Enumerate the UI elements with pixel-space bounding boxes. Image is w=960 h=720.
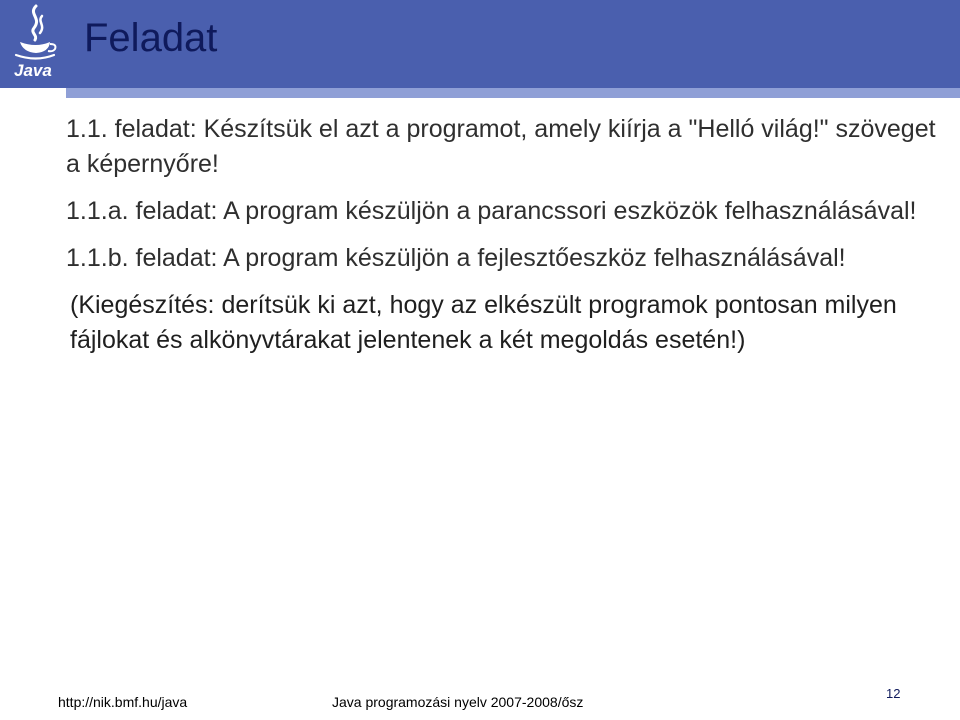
slide-body xyxy=(66,112,946,370)
header-bar xyxy=(0,0,960,88)
footer-course-title: Java programozási nyelv 2007-2008/ősz xyxy=(332,694,584,710)
header-underline xyxy=(66,88,960,98)
task-paragraph-1a: 1.1.a. feladat: A program készüljön a parancssori eszközök felhasználásával! xyxy=(66,197,917,225)
supplement-paragraph: (Kiegészítés: derítsük ki azt, hogy az elkészült programok pontosan milyen fájlokat és alkönyvtárakat jelentenek a két megoldás esetén!) xyxy=(70,291,897,354)
footer xyxy=(0,686,960,720)
footer-url-link[interactable]: http://nik.bmf.hu/java xyxy=(58,694,188,710)
task-paragraph-1: 1.1. feladat: Készítsük el azt a programot, amely kiírja a "Helló világ!" szöveget a képernyőre! xyxy=(66,115,936,178)
page-number: 12 xyxy=(886,686,901,701)
slide-title: Feladat xyxy=(84,16,218,60)
java-coffee-cup-icon xyxy=(10,2,62,82)
logo-wordmark: Java xyxy=(14,61,52,80)
task-paragraph-1b: 1.1.b. feladat: A program készüljön a fejlesztőeszköz felhasználásával! xyxy=(66,244,846,272)
